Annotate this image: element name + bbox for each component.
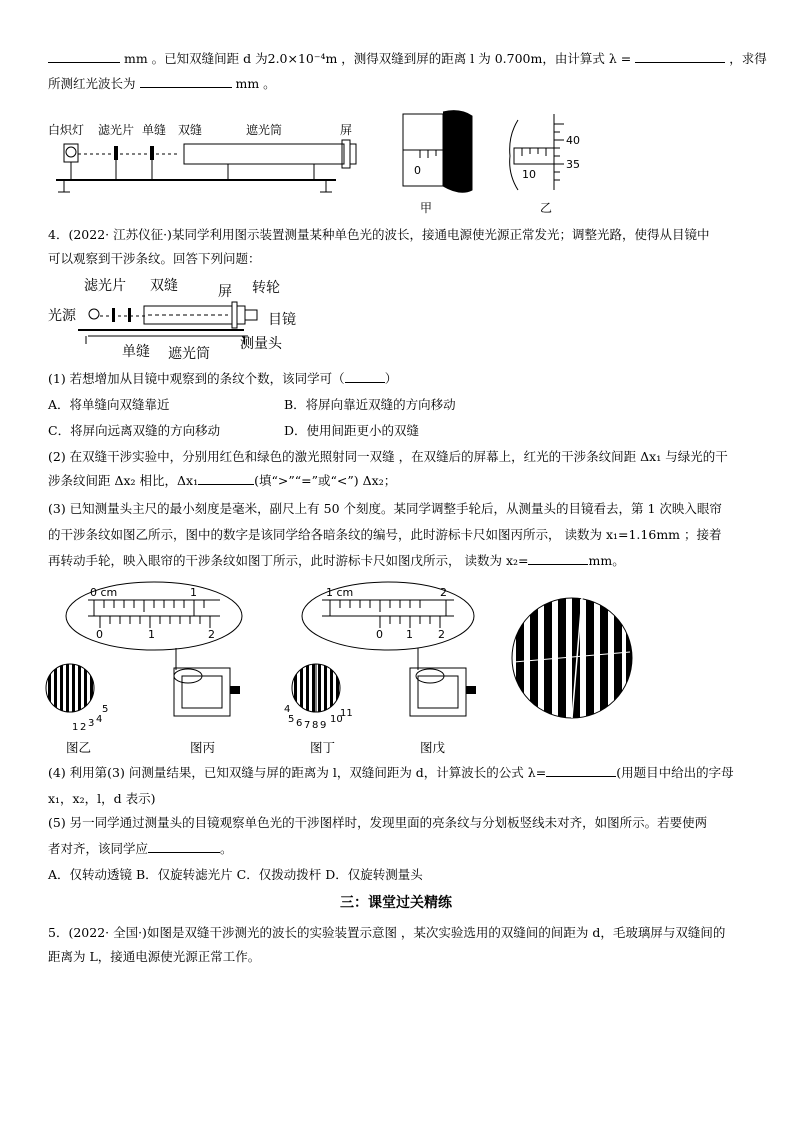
bing-vernier-label: 1 bbox=[148, 628, 155, 641]
ding-num: 7 bbox=[304, 720, 311, 731]
q4-part5-line2 bbox=[48, 840, 233, 858]
q4-part4-line1 bbox=[48, 764, 734, 782]
yi-tick: 40 bbox=[566, 134, 580, 147]
ding-main-label: 1 cm bbox=[326, 586, 354, 599]
jia-tick: 35 bbox=[458, 130, 472, 143]
answer-blank[interactable] bbox=[198, 472, 254, 485]
q4-part2-end: (填“>”“=”或“<”) Δx₂； bbox=[254, 473, 397, 488]
section-title: 三：课堂过关精练 bbox=[340, 895, 452, 911]
ding-num: 6 bbox=[296, 718, 303, 729]
ding-num: 4 bbox=[284, 704, 291, 715]
fig1-label: 屏 bbox=[340, 123, 353, 137]
ding-vernier-label: 2 bbox=[438, 628, 445, 641]
apparatus-figure-2 bbox=[48, 274, 308, 364]
fringe-figure-large bbox=[510, 596, 634, 720]
q4-stem-1: 4．(2022· 江苏仪征·)某同学利用图示装置测量某种单色光的波长，接通电源使光源正常发光；调整光路，使得从目镜中 bbox=[48, 227, 710, 242]
fig1-label: 双缝 bbox=[178, 123, 203, 137]
option-c[interactable]: C．将屏向远离双缝的方向移动 bbox=[48, 423, 221, 438]
q4-part4-end: (用题目中给出的字母 bbox=[616, 765, 734, 780]
bing-main-label: 0 cm bbox=[90, 586, 118, 599]
ding-vernier-label: 1 bbox=[406, 628, 413, 641]
ding-num: 5 bbox=[288, 714, 295, 725]
yi-num: 4 bbox=[96, 714, 103, 725]
q4-part4-text: (4) 利用第(3) 问测量结果，已知双缝与屏的距离为 l，双缝间距为 d，计算波长的公式 λ= bbox=[48, 765, 547, 780]
answer-blank[interactable] bbox=[345, 370, 385, 383]
q4-part3-end: mm。 bbox=[588, 553, 625, 568]
yi-num: 2 bbox=[80, 722, 87, 733]
answer-blank[interactable] bbox=[48, 50, 120, 63]
q4-part2-line1: (2) 在双缝干涉实验中，分别用红色和绿色的激光照射同一双缝 ，在双缝后的屏幕上，红光的干涉条纹间距 Δx₁ 与绿光的干 bbox=[48, 449, 728, 464]
ding-num: 9 bbox=[320, 720, 327, 731]
q4-part3-line1: (3) 已知测量头主尺的最小刻度是毫米，副尺上有 50 个刻度。某同学调整手轮后，从测量头的目镜看去，第 1 次映入眼帘 bbox=[48, 501, 722, 516]
q4-part5-options[interactable]: A．仅转动透镜 B．仅旋转滤光片 C．仅拨动拨杆 D．仅旋转测量头 bbox=[48, 867, 423, 882]
yi-tick: 35 bbox=[566, 158, 580, 171]
fig2-label: 滤光片 bbox=[84, 278, 126, 294]
fig1-label: 白炽灯 bbox=[48, 123, 85, 137]
ding-vernier-label: 0 bbox=[376, 628, 383, 641]
answer-blank[interactable] bbox=[546, 764, 616, 777]
q4-part2-line2 bbox=[48, 472, 396, 490]
q4-part1-text: (1) 若想增加从目镜中观察到的条纹个数，该同学可（ bbox=[48, 371, 345, 386]
top-line-1-text: mm 。已知双缝间距 d 为2.0×10⁻⁴m ，测得双缝到屏的距离 l 为 0.700m，由计算式 λ = bbox=[123, 51, 632, 66]
yi-num: 1 bbox=[72, 722, 79, 733]
fig2-label: 单缝 bbox=[122, 344, 150, 360]
fig2-label: 双缝 bbox=[150, 278, 178, 294]
top-line-1 bbox=[48, 50, 767, 68]
option-d[interactable]: D．使用间距更小的双缝 bbox=[284, 423, 420, 438]
fig1-label: 单缝 bbox=[142, 123, 167, 137]
fig1-label: 遮光筒 bbox=[246, 123, 283, 137]
micrometer-yi bbox=[504, 106, 584, 216]
q5-line-2: 距离为 L，接通电源使光源正常工作。 bbox=[48, 949, 261, 964]
apparatus-figure-1 bbox=[40, 118, 360, 208]
bing-vernier-label: 0 bbox=[96, 628, 103, 641]
fig2-label: 屏 bbox=[218, 284, 232, 300]
micrometer-jia bbox=[400, 106, 480, 216]
ding-num: 10 bbox=[330, 714, 343, 725]
option-a[interactable]: A．将单缝向双缝靠近 bbox=[48, 397, 170, 412]
q4-part1 bbox=[48, 370, 397, 388]
caption-jia: 甲 bbox=[420, 201, 433, 215]
top-line-1-end: ，求得 bbox=[729, 51, 767, 66]
fig2-label: 测量头 bbox=[240, 336, 282, 352]
vernier-figure-wu bbox=[300, 580, 500, 720]
answer-blank[interactable] bbox=[140, 75, 232, 88]
q4-part1-end: ） bbox=[384, 371, 398, 386]
option-b[interactable]: B．将屏向靠近双缝的方向移动 bbox=[284, 397, 456, 412]
jia-tick: 30 bbox=[458, 154, 472, 167]
q4-part3-text: 再转动手轮，映入眼帘的干涉条纹如图丁所示，此时游标卡尺如图戊所示， 读数为 x₂= bbox=[48, 553, 529, 568]
caption-yi: 图乙 bbox=[66, 740, 92, 755]
q4-stem-2: 可以观察到干涉条纹。回答下列问题： bbox=[48, 251, 261, 266]
fig2-label: 目镜 bbox=[268, 312, 296, 328]
yi-tick: 10 bbox=[522, 168, 536, 181]
ding-num: 8 bbox=[312, 720, 319, 731]
top-line-2-text: 所测红光波长为 bbox=[48, 76, 136, 91]
caption-wu: 图戊 bbox=[420, 740, 446, 755]
q4-part4-line2: x₁，x₂，l，d 表示) bbox=[48, 791, 156, 806]
ding-main-label: 2 bbox=[440, 586, 447, 599]
yi-num: 5 bbox=[102, 704, 109, 715]
answer-blank[interactable] bbox=[635, 50, 725, 63]
yi-num: 3 bbox=[88, 718, 95, 729]
q4-part5-text: 者对齐，该同学应 bbox=[48, 841, 149, 856]
q5-line-1: 5．(2022· 全国·)如图是双缝干涉测光的波长的实验装置示意图 ，某次实验选用的双缝间的间距为 d，毛玻璃屏与双缝间的 bbox=[48, 925, 726, 940]
bing-main-label: 1 bbox=[190, 586, 197, 599]
answer-blank[interactable] bbox=[528, 552, 588, 565]
top-line-2-end: mm 。 bbox=[235, 76, 276, 91]
fig2-label: 遮光筒 bbox=[168, 346, 210, 362]
fig2-label: 光源 bbox=[48, 308, 76, 324]
answer-blank[interactable] bbox=[148, 840, 220, 853]
caption-bing: 图丙 bbox=[190, 740, 216, 755]
q4-part5-line1: (5) 另一同学通过测量头的目镜观察单色光的干涉图样时，发现里面的亮条纹与分划板竖线未对齐，如图所示。若要使两 bbox=[48, 815, 708, 830]
vernier-figure-bing bbox=[64, 580, 304, 720]
q4-part3-line2: 的干涉条纹如图乙所示，图中的数字是该同学给各暗条纹的编号，此时游标卡尺如图丙所示， 读数为 x₁=1.16mm ；接着 bbox=[48, 527, 722, 542]
q4-part2-text: 涉条纹间距 Δx₂ 相比，Δx₁ bbox=[48, 473, 199, 488]
top-line-2 bbox=[48, 75, 276, 93]
q4-part3-line3 bbox=[48, 552, 625, 570]
bing-vernier-label: 2 bbox=[208, 628, 215, 641]
ding-num: 11 bbox=[340, 708, 353, 719]
caption-yi: 乙 bbox=[540, 201, 553, 215]
jia-tick: 0 bbox=[414, 164, 421, 177]
caption-ding: 图丁 bbox=[310, 740, 336, 755]
q4-part5-end: 。 bbox=[220, 841, 233, 856]
fig2-label: 转轮 bbox=[252, 280, 280, 296]
fig1-label: 滤光片 bbox=[98, 123, 135, 137]
